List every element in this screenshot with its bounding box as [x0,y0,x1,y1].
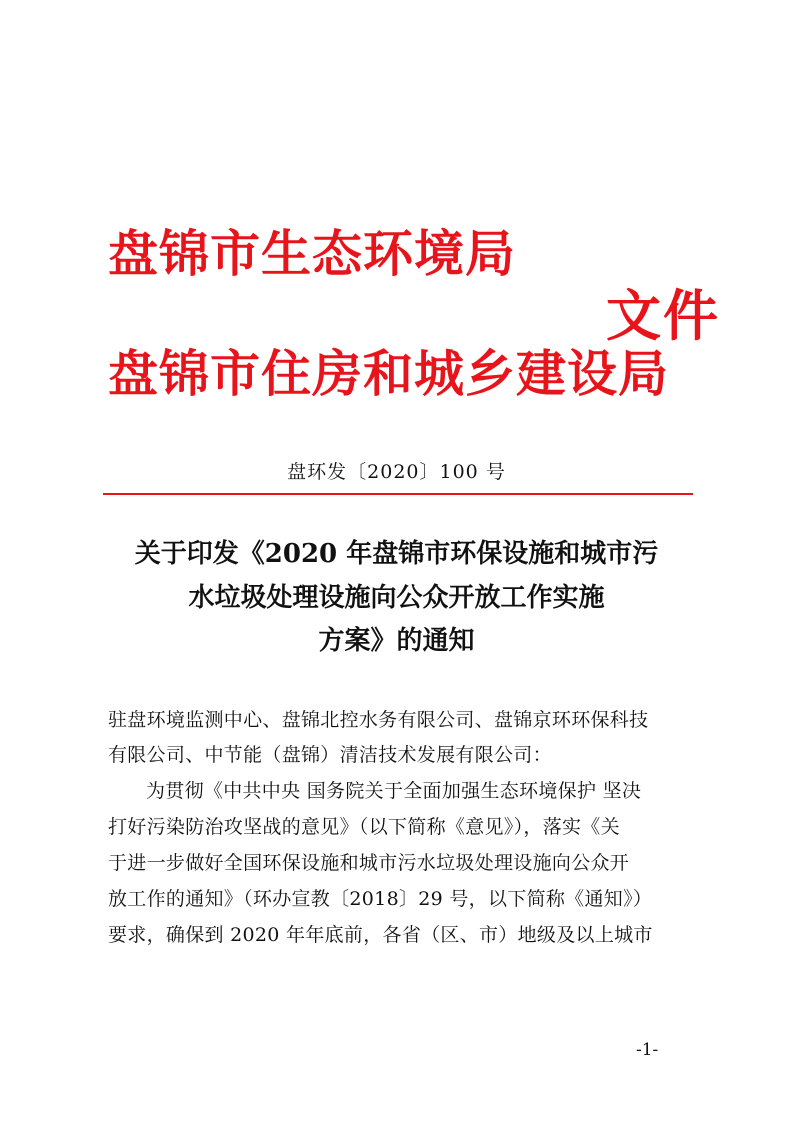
body-line-5: 于进一步做好全国环保设施和城市污水垃圾处理设施向公众开 [108,852,630,874]
issuer-environment-bureau: 盘锦市生态环境局 [108,225,516,283]
body-line-2: 有限公司、中节能（盘锦）清洁技术发展有限公司： [108,744,552,766]
page-number: -1- [636,1040,659,1060]
body-line-6: 放工作的通知》（环办宣教〔2018〕29 号，以下简称《通知》） [108,888,653,910]
red-separator-line [103,493,693,495]
document-title-line-3: 方案》的通知 [318,626,475,656]
issuer-housing-bureau: 盘锦市住房和城乡建设局 [108,345,669,403]
body-line-7: 要求，确保到 2020 年年底前，各省（区、市）地级及以上城市 [108,924,653,946]
body-line-4: 打好污染防治攻坚战的意见》（以下简称《意见》），落实《关 [108,816,620,838]
document-type-label: 文件 [606,284,721,348]
body-line-1: 驻盘环境监测中心、盘锦北控水务有限公司、盘锦京环环保科技 [108,709,649,731]
document-title-line-2: 水垃圾处理设施向公众开放工作实施 [188,583,605,613]
document-title-line-1: 关于印发《2020 年盘锦市环保设施和城市污 [134,539,659,569]
document-number: 盘环发〔2020〕100 号 [287,461,506,483]
body-line-3: 为贯彻《中共中央 国务院关于全面加强生态环境保护 坚决 [146,780,642,802]
